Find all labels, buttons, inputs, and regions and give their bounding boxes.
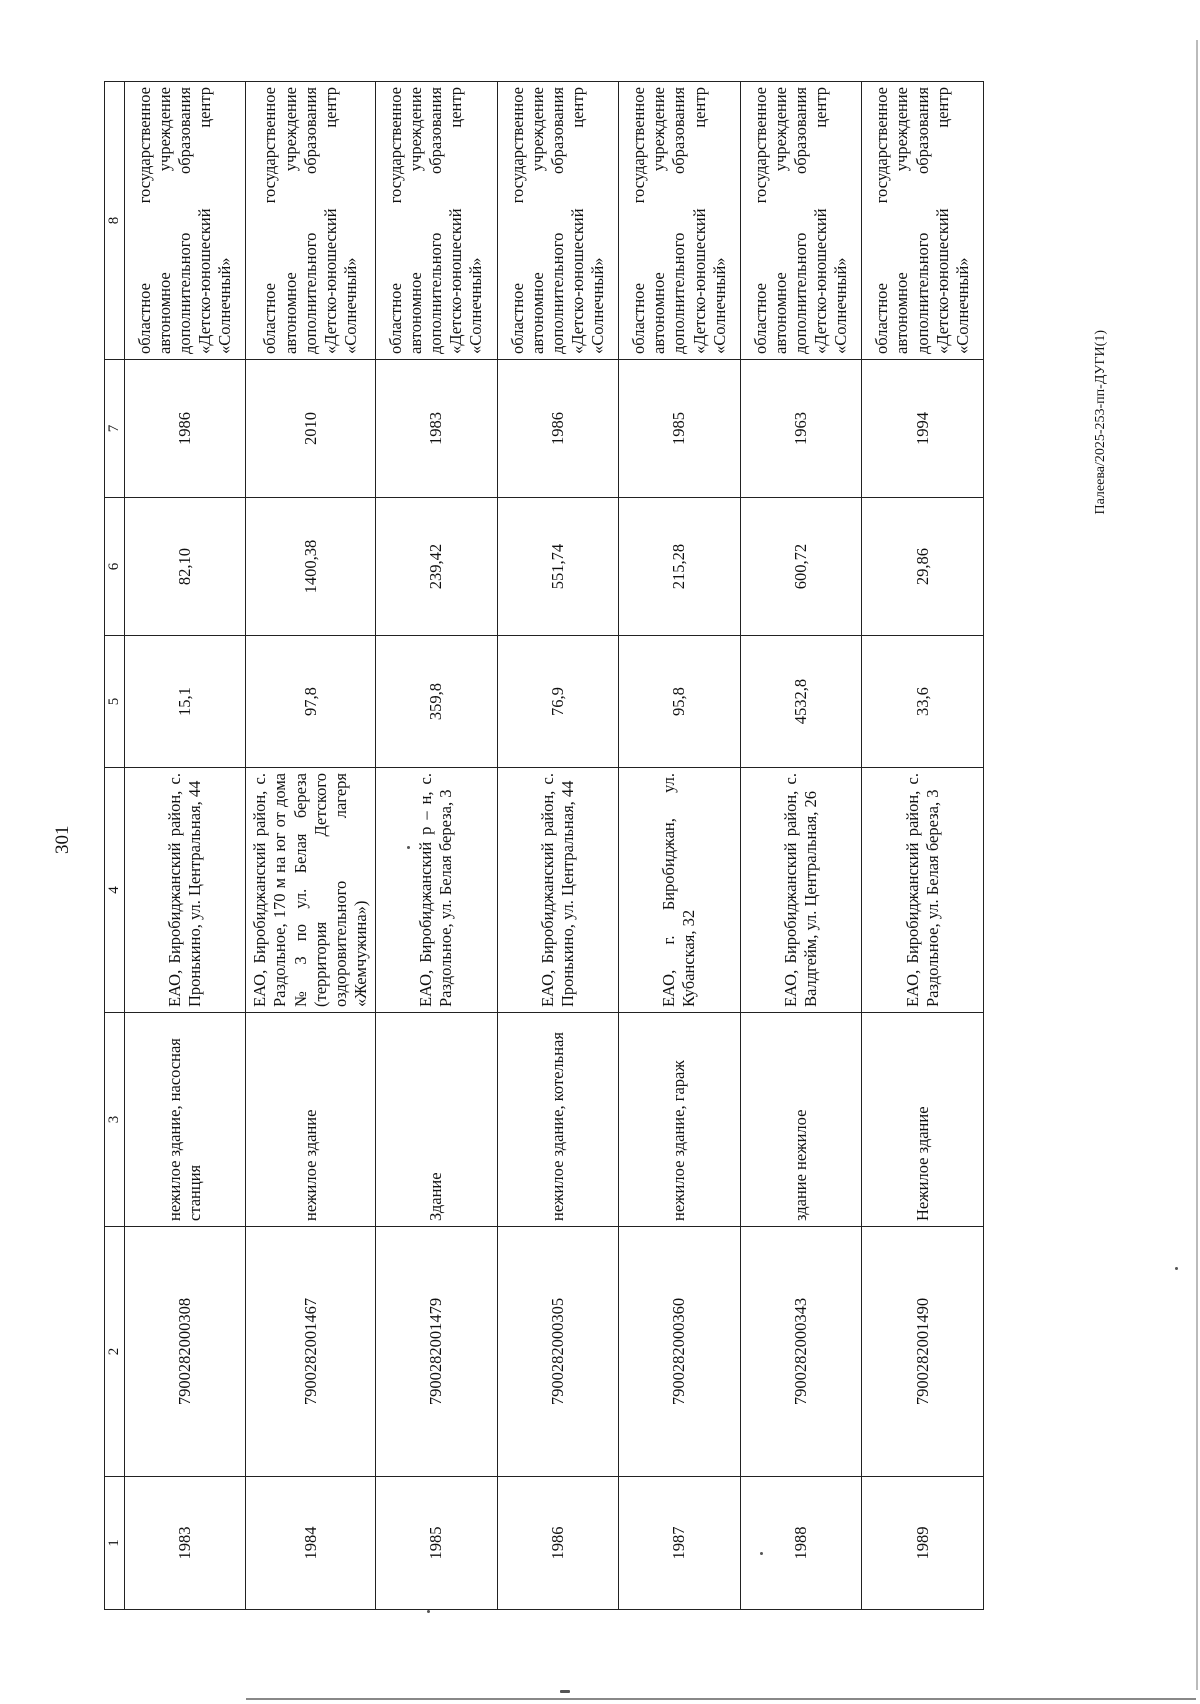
table-row [376,82,498,1610]
object-name: Нежилое здание [862,1013,984,1227]
object-address: ЕАО, Биробиджанский район, с. Раздольное, ул. Белая береза, 3 [862,768,984,1013]
row-number: 1989 [862,1477,984,1610]
table-row [740,82,862,1610]
object-area: 33,6 [862,636,984,768]
row-number: 1984 [246,1477,376,1610]
object-area: 97,8 [246,636,376,768]
holder-organization: областное государственное автономное учреждение дополнительного образования «Детско-юношеский центр «Солнечный» [246,82,376,360]
object-address: ЕАО, г. Биробиджан, ул. Кубанская, 32 [619,768,741,1013]
cadastral-number: 7900282001490 [862,1227,984,1477]
object-value: 551,74 [497,498,619,636]
row-number: 1985 [376,1477,498,1610]
document-reference: Палеева/2025-253-пп-ДУГИ(1) [1093,330,1108,515]
object-address: ЕАО, Биробиджанский район, с. Раздольное, 170 м на юг от дома № 3 по ул. Белая береза (территория Детского оздоровительного лагеря «Жемчужина») [246,768,376,1013]
row-number: 1987 [619,1477,741,1610]
cadastral-number: 7900282000305 [497,1227,619,1477]
holder-organization: областное государственное автономное учреждение дополнительного образования «Детско-юношеский центр «Солнечный» [740,82,862,360]
object-area: 15,1 [124,636,246,768]
object-address: ЕАО, Биробиджанский район, с. Пронькино, ул. Центральная, 44 [124,768,246,1013]
cadastral-number: 7900282001479 [376,1227,498,1477]
holder-organization: областное государственное автономное учреждение дополнительного образования «Детско-юношеский центр «Солнечный» [862,82,984,360]
column-number: 4 [105,768,125,1013]
table-row [497,82,619,1610]
holder-organization: областное государственное автономное учреждение дополнительного образования «Детско-юношеский центр «Солнечный» [619,82,741,360]
column-number: 3 [105,1013,125,1227]
column-number: 5 [105,636,125,768]
column-number-row [105,82,125,1610]
property-registry-table [104,81,984,1610]
object-area: 4532,8 [740,636,862,768]
object-value: 29,86 [862,498,984,636]
object-year: 2010 [246,360,376,498]
object-value: 239,42 [376,498,498,636]
cadastral-number: 7900282000343 [740,1227,862,1477]
object-year: 1985 [619,360,741,498]
rotated-table-container [104,82,984,1610]
object-year: 1994 [862,360,984,498]
column-number: 7 [105,360,125,498]
row-number: 1986 [497,1477,619,1610]
scan-speck [427,1610,430,1613]
cadastral-number: 7900282000360 [619,1227,741,1477]
object-name: нежилое здание, гараж [619,1013,741,1227]
column-number: 6 [105,498,125,636]
cadastral-number: 7900282000308 [124,1227,246,1477]
object-area: 76,9 [497,636,619,768]
column-number: 1 [105,1477,125,1610]
scan-artifact-line [246,1698,1196,1700]
holder-organization: областное государственное автономное учреждение дополнительного образования «Детско-юношеский центр «Солнечный» [376,82,498,360]
object-area: 359,8 [376,636,498,768]
scan-speck [760,1552,763,1555]
object-year: 1986 [124,360,246,498]
object-value: 82,10 [124,498,246,636]
scan-speck [1175,1267,1178,1270]
object-name: нежилое здание, котельная [497,1013,619,1227]
table-row [862,82,984,1610]
page-number: 301 [52,825,73,854]
scan-speck [560,1690,570,1693]
holder-organization: областное государственное автономное учреждение дополнительного образования «Детско-юношеский центр «Солнечный» [124,82,246,360]
object-value: 215,28 [619,498,741,636]
cadastral-number: 7900282001467 [246,1227,376,1477]
object-year: 1983 [376,360,498,498]
holder-organization: областное государственное автономное учреждение дополнительного образования «Детско-юношеский центр «Солнечный» [497,82,619,360]
object-value: 600,72 [740,498,862,636]
column-number: 8 [105,82,125,360]
object-year: 1986 [497,360,619,498]
object-name: Здание [376,1013,498,1227]
object-name: нежилое здание [246,1013,376,1227]
object-value: 1400,38 [246,498,376,636]
object-area: 95,8 [619,636,741,768]
table-row [246,82,376,1610]
scan-speck [407,846,410,849]
object-name: здание нежилое [740,1013,862,1227]
object-name: нежилое здание, насосная станция [124,1013,246,1227]
object-address: ЕАО, Биробиджанский район, с. Валдгейм, ул. Центральная, 26 [740,768,862,1013]
row-number: 1983 [124,1477,246,1610]
object-year: 1963 [740,360,862,498]
object-address: ЕАО, Биробиджанский район, с. Пронькино, ул. Центральная, 44 [497,768,619,1013]
scan-artifact-line [1196,40,1198,1690]
column-number: 2 [105,1227,125,1477]
object-address: ЕАО, Биробиджанский р – н, с. Раздольное, ул. Белая береза, 3 [376,768,498,1013]
table-row [619,82,741,1610]
row-number: 1988 [740,1477,862,1610]
table-row [124,82,246,1610]
